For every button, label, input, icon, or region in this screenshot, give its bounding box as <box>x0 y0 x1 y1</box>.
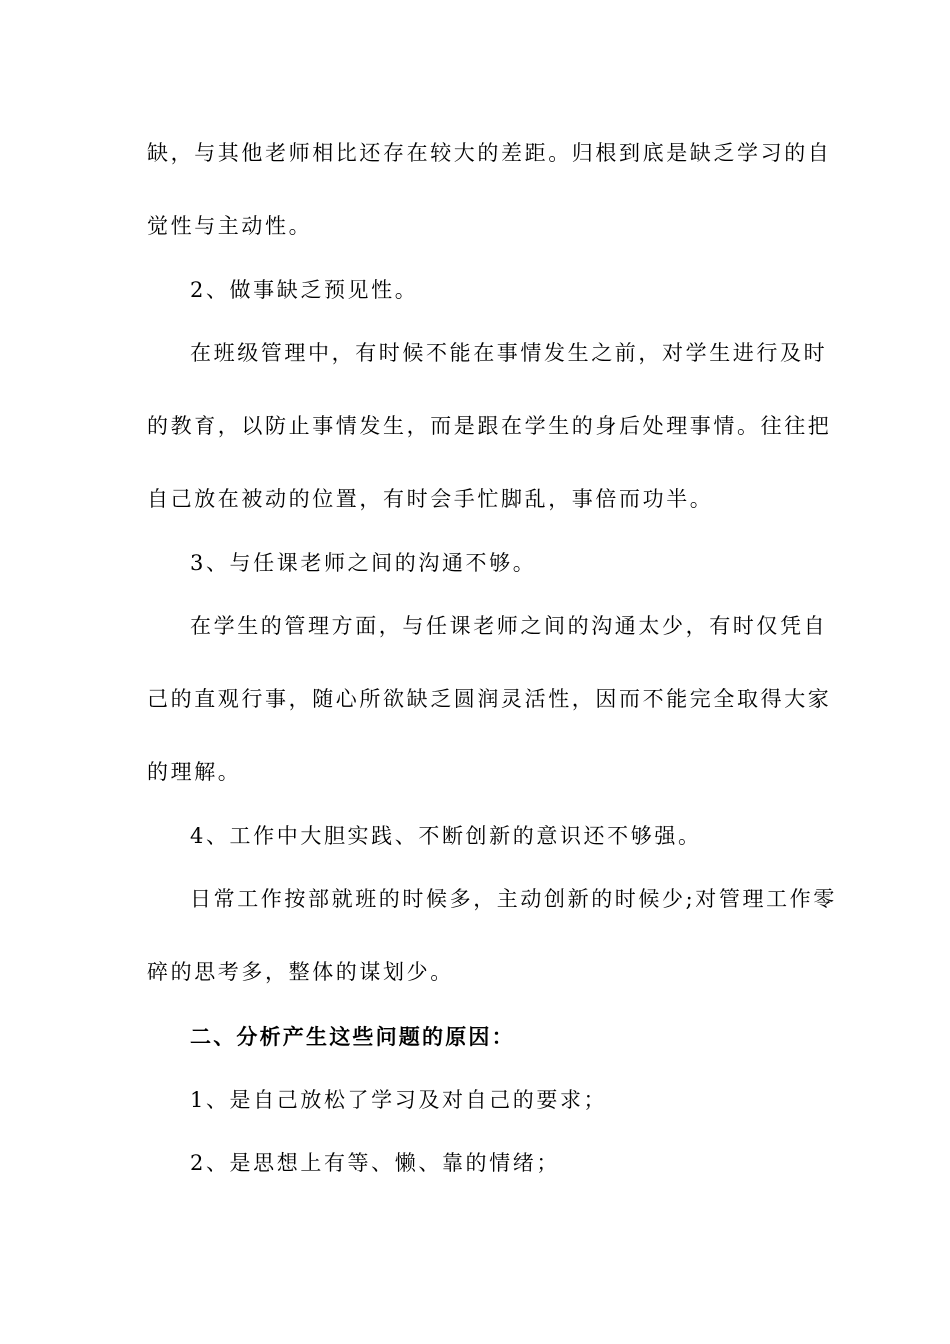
list-item: 2、是思想上有等、懒、靠的情绪； <box>190 1151 560 1175</box>
body-line: 在学生的管理方面，与任课老师之间的沟通太少，有时仅凭自 <box>190 614 828 638</box>
body-line: 的理解。 <box>147 760 242 784</box>
list-item-heading: 2、做事缺乏预见性。 <box>190 278 419 302</box>
list-item: 1、是自己放松了学习及对自己的要求； <box>190 1088 608 1112</box>
body-line: 觉性与主动性。 <box>147 214 313 238</box>
body-line: 日常工作按部就班的时候多，主动创新的时候少;对管理工作零 <box>190 887 837 911</box>
body-line: 缺，与其他老师相比还存在较大的差距。归根到底是缺乏学习的自 <box>147 141 832 165</box>
section-heading: 二、分析产生这些问题的原因： <box>190 1025 515 1049</box>
body-line: 己的直观行事，随心所欲缺乏圆润灵活性，因而不能完全取得大家 <box>147 687 832 711</box>
body-line: 自己放在被动的位置，有时会手忙脚乱，事倍而功半。 <box>147 487 714 511</box>
list-item-heading: 3、与任课老师之间的沟通不够。 <box>190 551 537 575</box>
body-line: 碎的思考多，整体的谋划少。 <box>147 960 454 984</box>
list-item-heading: 4、工作中大胆实践、不断创新的意识还不够强。 <box>190 824 702 848</box>
body-line: 的教育，以防止事情发生，而是跟在学生的身后处理事情。往往把 <box>147 414 832 438</box>
body-line: 在班级管理中，有时候不能在事情发生之前，对学生进行及时 <box>190 341 828 365</box>
